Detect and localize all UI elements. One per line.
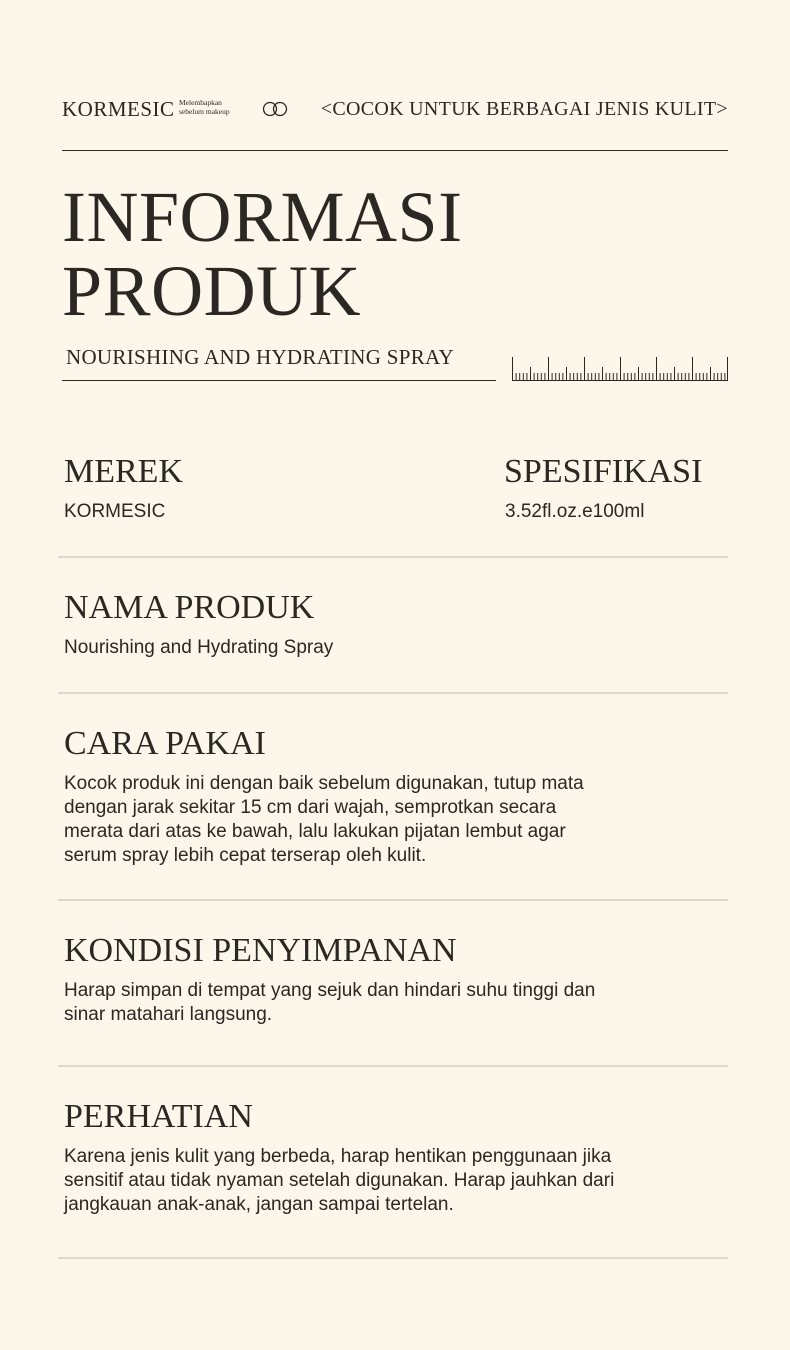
storage-label: KONDISI PENYIMPANAN — [64, 932, 457, 969]
section-divider — [58, 556, 728, 558]
section-divider — [58, 1065, 728, 1067]
spec-label: SPESIFIKASI — [504, 453, 703, 490]
usage-text — [64, 772, 729, 868]
brand-label: MEREK — [64, 453, 183, 490]
section-divider — [58, 899, 728, 901]
usage-line: Kocok produk ini dengan baik sebelum digunakan, tutup mata — [64, 773, 584, 794]
interlocking-rings-icon — [260, 101, 290, 117]
page-title-line-2: PRODUK — [62, 251, 362, 331]
brand-tagline — [179, 98, 249, 116]
page-title-line-1: INFORMASI — [62, 177, 463, 257]
subtitle-underline — [62, 380, 496, 381]
usage-line: serum spray lebih cepat terserap oleh kulit. — [64, 845, 427, 866]
page-title — [62, 177, 463, 331]
section-divider — [58, 692, 728, 694]
product-subtitle: NOURISHING AND HYDRATING SPRAY — [66, 345, 455, 369]
header-rule — [62, 150, 728, 151]
tagline-line-1: Melembapkan — [179, 98, 222, 107]
caution-line: jangkauan anak-anak, jangan sampai tertelan. — [64, 1194, 454, 1215]
tagline-line-2: sebelum makeup — [179, 107, 230, 116]
product-name-value: Nourishing and Hydrating Spray — [64, 637, 334, 658]
usage-line: merata dari atas ke bawah, lalu lakukan pijatan lembut agar — [64, 821, 566, 842]
spec-value: 3.52fl.oz.e100ml — [505, 501, 645, 522]
storage-text — [64, 979, 729, 1027]
usage-line: dengan jarak sekitar 15 cm dari wajah, semprotkan secara — [64, 797, 557, 818]
storage-line: Harap simpan di tempat yang sejuk dan hindari suhu tinggi dan — [64, 980, 596, 1001]
caution-line: Karena jenis kulit yang berbeda, harap hentikan penggunaan jika — [64, 1146, 612, 1167]
brand-logo: KORMESIC — [62, 97, 175, 121]
top-bar — [62, 96, 728, 122]
caution-label: PERHATIAN — [64, 1098, 253, 1135]
section-divider — [58, 1257, 728, 1259]
brand-value: KORMESIC — [64, 501, 166, 522]
usage-label: CARA PAKAI — [64, 725, 266, 762]
ruler-scale-icon — [512, 356, 728, 381]
caution-text — [64, 1145, 729, 1217]
storage-line: sinar matahari langsung. — [64, 1004, 273, 1025]
suitability-headline: <COCOK UNTUK BERBAGAI JENIS KULIT> — [320, 98, 728, 120]
product-name-label: NAMA PRODUK — [64, 589, 315, 626]
caution-line: sensitif atau tidak nyaman setelah digunakan. Harap jauhkan dari — [64, 1170, 615, 1191]
